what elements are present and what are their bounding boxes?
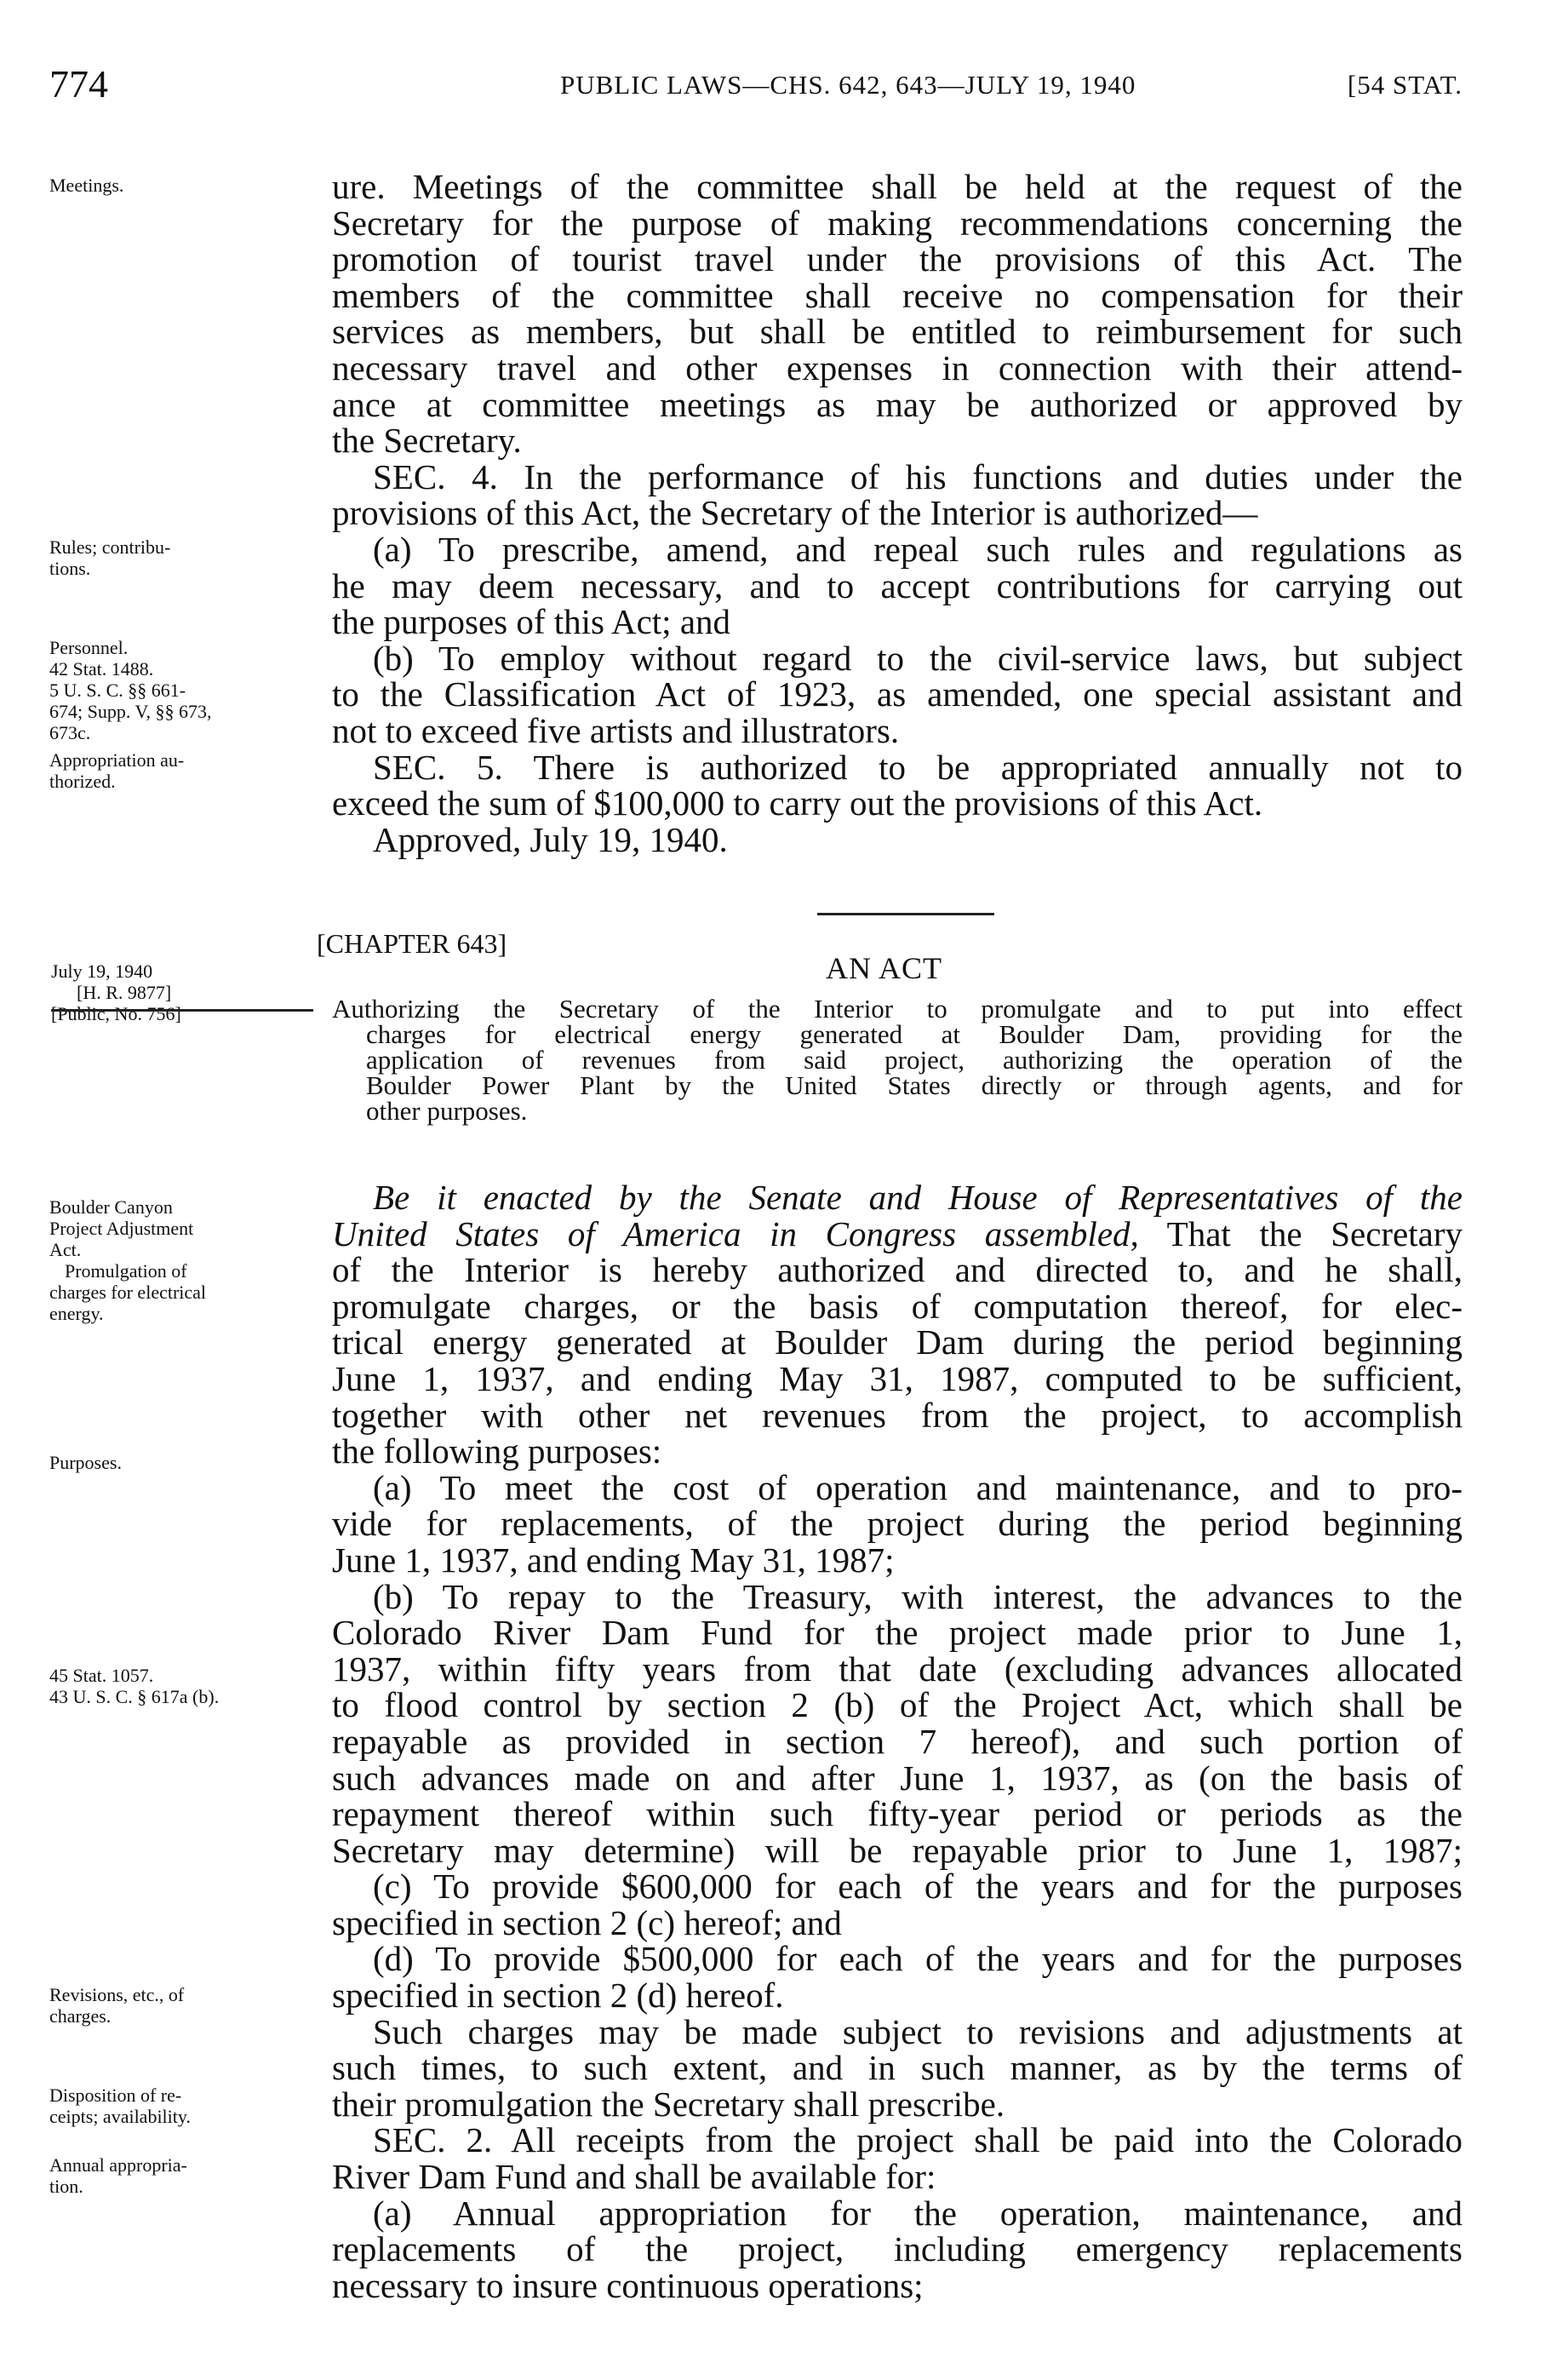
section-4-b: (b) To employ without regard to the civil-service laws, but subject to the Classification Act of 1923, as amended, one special assistant and not to exceed five artists and illustrators.: [332, 638, 1463, 750]
public-law-number: [Public, No. 756]: [51, 1003, 181, 1024]
act-summary: Authorizing the Secretary of the Interior to promulgate and to put into effect charges for electrical energy generated at Boulder Dam, providing for the application of revenues from said project, authorizing the operation of the Boulder Power Plant by the United States directly or through agents, and for other purposes.: [332, 994, 1463, 1126]
act-heading: AN ACT: [826, 951, 943, 985]
margin-note-personnel: Personnel. 42 Stat. 1488. 5 U. S. C. §§ 661- 674; Supp. V, §§ 673, 673c.: [49, 637, 212, 743]
header-volume: [54 STAT.: [1347, 70, 1463, 100]
margin-note-purposes: Purposes.: [49, 1452, 122, 1473]
section-5: SEC. 5. There is authorized to be appropriated annually not to exceed the sum of $100,000 to carry out the provisions of this Act.: [332, 747, 1463, 823]
revisions-paragraph: Such charges may be made subject to revisions and adjustments at such times, to such extent, and in such manner, as by the terms of their promulgation the Secretary shall prescribe.: [332, 2011, 1463, 2124]
chapter-separator-rule: [817, 913, 994, 915]
section-4: SEC. 4. In the performance of his functions and duties under the provisions of this Act, the Secretary of the Interior is authorized—: [332, 456, 1463, 533]
margin-note-appropriation: Appropriation au- thorized.: [49, 749, 185, 792]
margin-note-annual: Annual appropria- tion.: [49, 2154, 187, 2197]
purpose-c: (c) To provide $600,000 for each of the years and for the purposes specified in section 2 (c) hereof; and: [332, 1867, 1463, 1942]
purpose-a: (a) To meet the cost of operation and maintenance, and to pro- vide for replacements, of the project during the period beginning June 1, 1937, and ending May 31, 1987;: [332, 1467, 1463, 1580]
enacting-clause: Be it enacted by the Senate and House of Representatives of the United States of America in Congress assembled, That the Secretary of the Interior is hereby authorized and directed to, and he shall, promulgate charges, or the basis of computation thereof, for elec- trical energy generated at Boulder Dam during the period beginning June 1, 1937, and ending May 31, 1987, computed to be sufficient, together with other net revenues from the project, to accomplish the following purposes:: [332, 1178, 1463, 1471]
approval-date: July 19, 1940: [51, 961, 153, 982]
chapter-label: [CHAPTER 643]: [317, 928, 507, 959]
header-title: PUBLIC LAWS—CHS. 642, 643—JULY 19, 1940: [560, 70, 1136, 100]
margin-note-meetings: Meetings.: [49, 175, 124, 196]
margin-note-rules: Rules; contribu- tions.: [49, 536, 171, 579]
purpose-d: (d) To provide $500,000 for each of the years and for the purposes specified in section 2 (d) hereof.: [332, 1939, 1463, 2016]
margin-note-revisions: Revisions, etc., of charges.: [49, 1984, 185, 2027]
margin-note-boulder-canyon: Boulder Canyon Project Adjustment Act. Promulgation of charges for electrical energy.: [49, 1196, 207, 1324]
purpose-b: (b) To repay to the Treasury, with interest, the advances to the Colorado River Dam Fund for the project made prior to June 1, 1937, within fifty years from that date (excluding advances allocated to flood control by section 2 (b) of the Project Act, which shall be repayable as provided in section 7 hereof), and such portion of such advances made on and after June 1, 1937, as (on the basis of repayment thereof within such fifty-year period or periods as the Secretary may determine) will be repayable prior to June 1, 1987;: [332, 1576, 1463, 1870]
section-2-a: (a) Annual appropriation for the operation, maintenance, and replacements of the project, including emergency replacements necessary to insure continuous operations;: [332, 2193, 1463, 2305]
margin-note-disposition: Disposition of re- ceipts; availability.: [49, 2085, 191, 2127]
section-4-a: (a) To prescribe, amend, and repeal such rules and regulations as he may deem necessary, and to accept contributions for carrying out the purposes of this Act; and: [332, 529, 1463, 642]
page-number: 774: [49, 62, 108, 106]
paragraph-meetings: ure. Meetings of the committee shall be held at the request of the Secretary for the purpose of making recommendations concerning the promotion of tourist travel under the provisions of this Act. The members of the committee shall receive no compensation for their services as members, but shall be entitled to reimbursement for such necessary travel and other expenses in connection with their attend- ance at committee meetings as may be authorized or approved by the Secretary.: [332, 167, 1463, 461]
margin-note-stat-ref: 45 Stat. 1057. 43 U. S. C. § 617a (b).: [49, 1665, 220, 1707]
chapter-642-text: [332, 169, 1463, 857]
running-header: [49, 61, 1463, 112]
chapter-643-text: [332, 1179, 1463, 2303]
margin-note-bill-info: [51, 961, 323, 1024]
section-2: SEC. 2. All receipts from the project shall be paid into the Colorado River Dam Fund and shall be available for:: [332, 2120, 1463, 2197]
approval-line: Approved, July 19, 1940.: [373, 819, 728, 859]
margin-rule: [51, 1009, 313, 1012]
bill-number: [H. R. 9877]: [77, 982, 172, 1003]
